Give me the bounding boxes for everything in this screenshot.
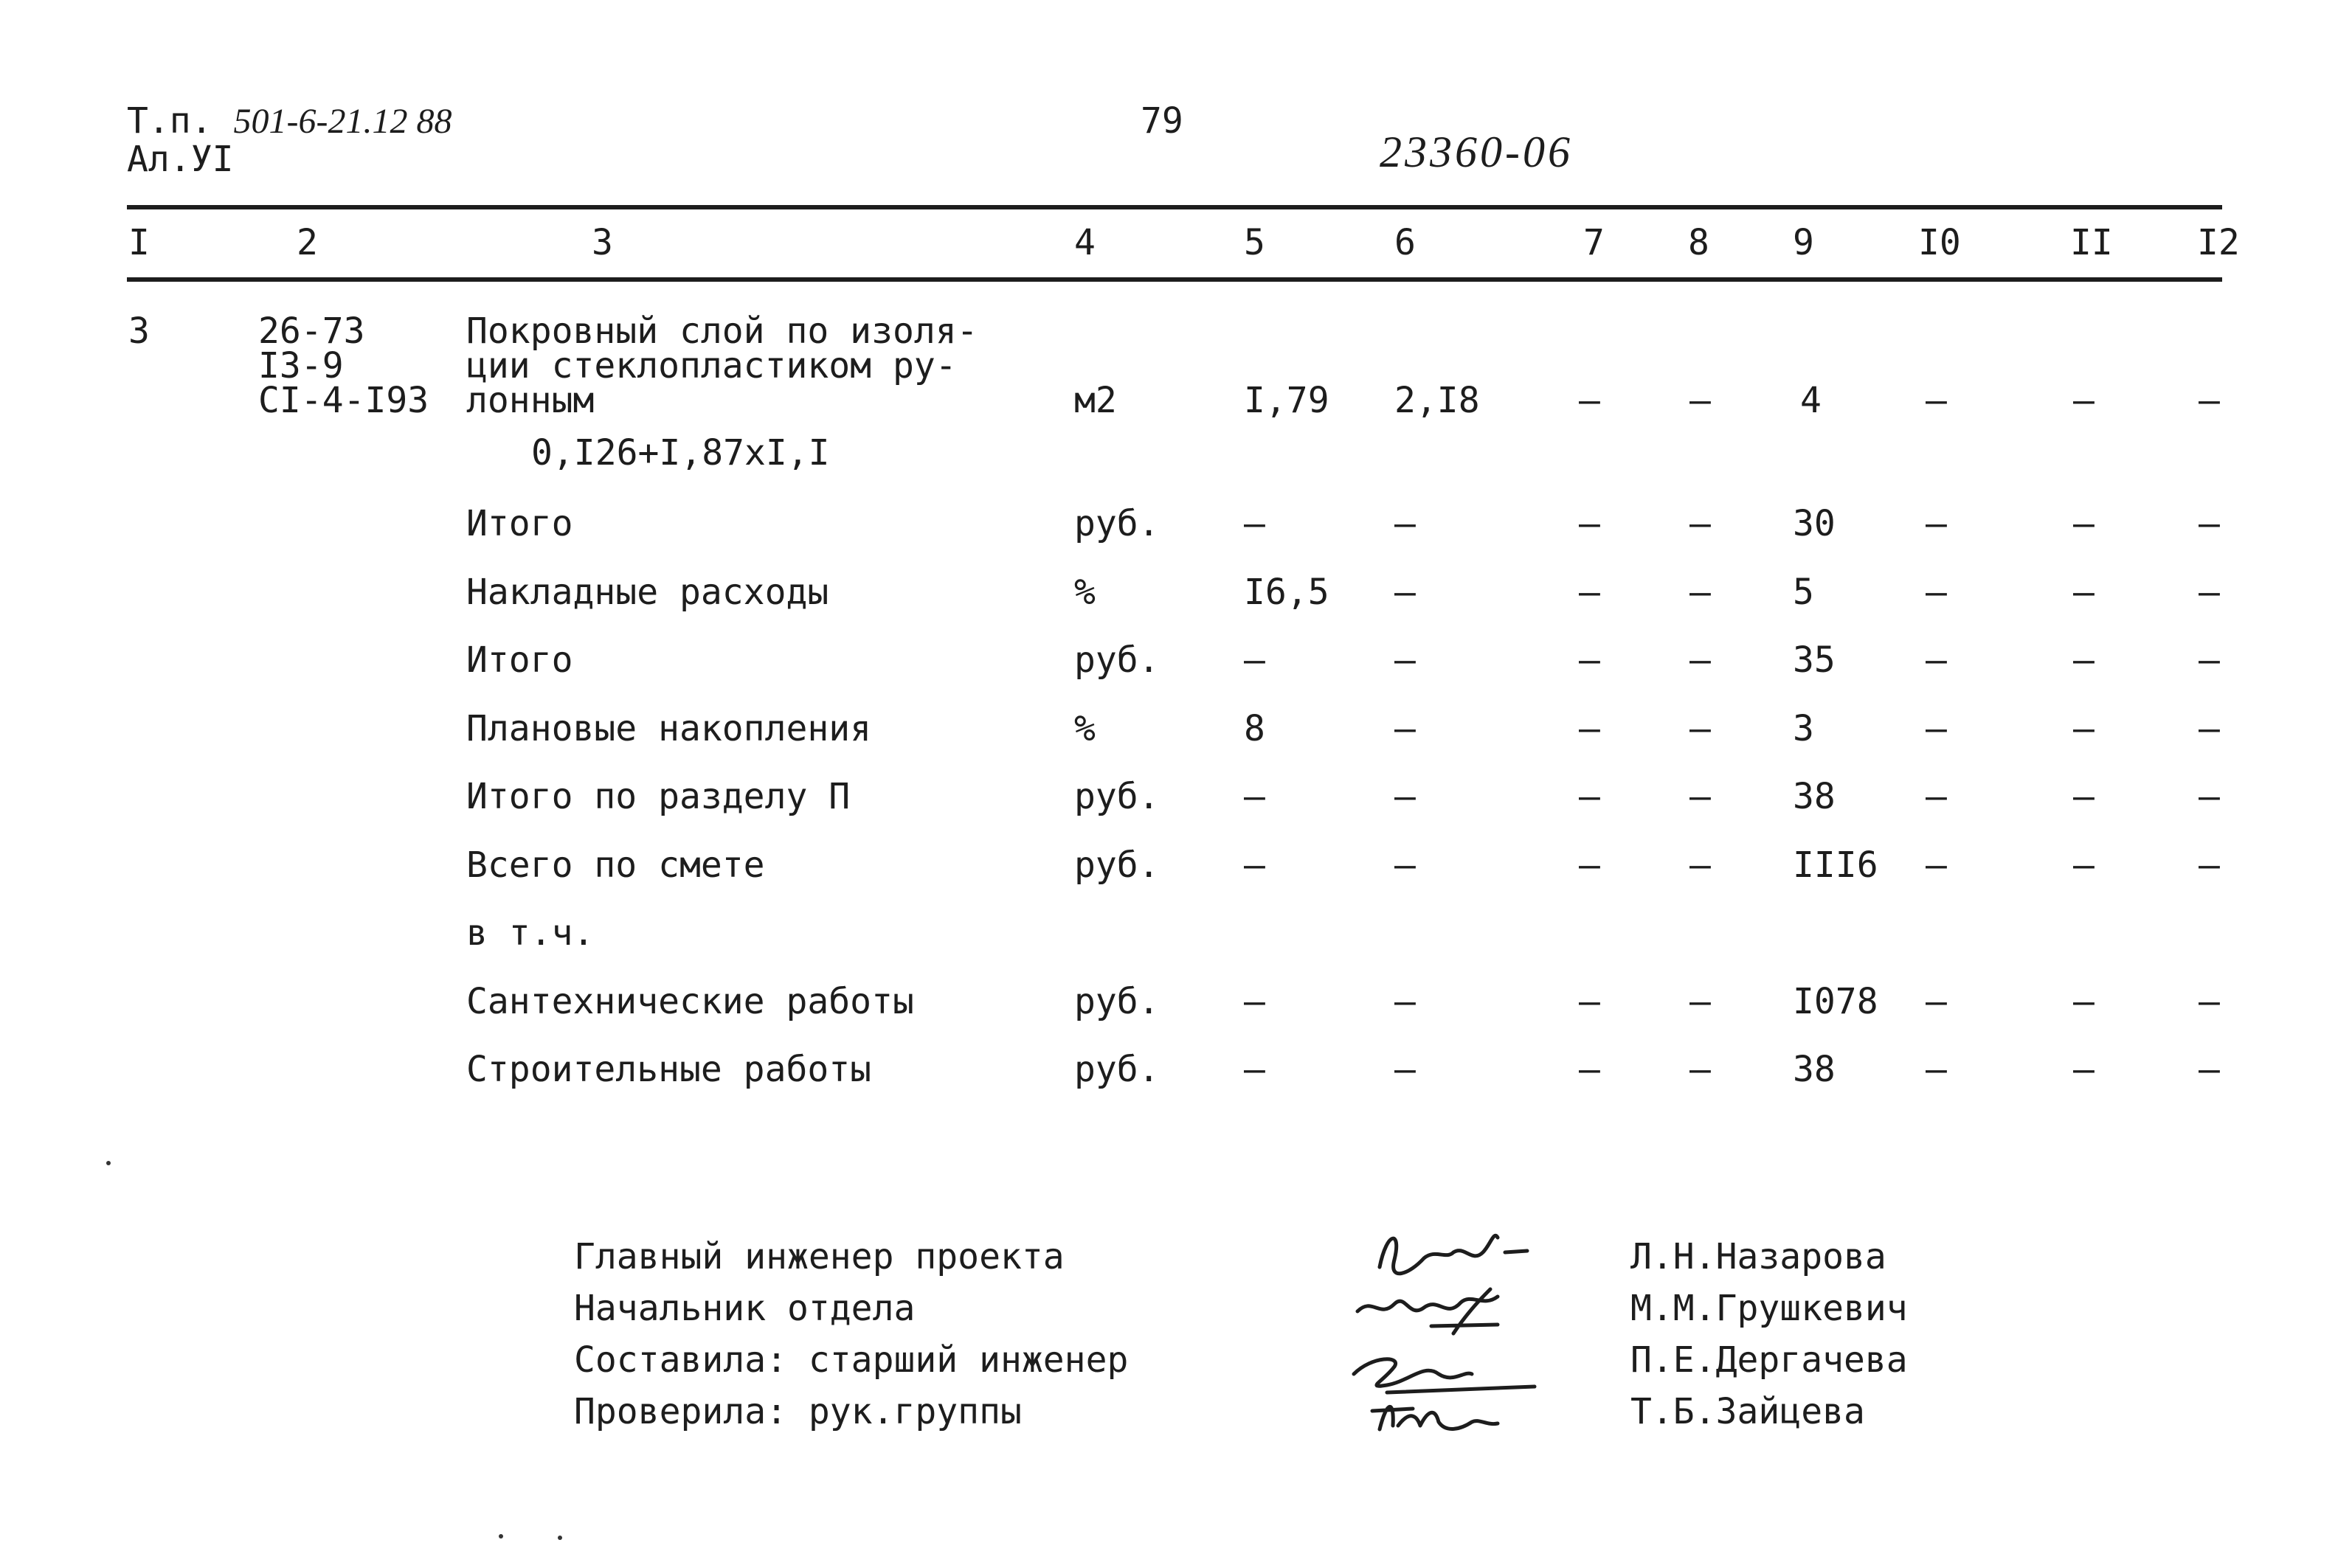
signature-name: М.М.Грушкевич (1630, 1288, 1908, 1329)
row-col7: – (1579, 1049, 1600, 1090)
row-col11: – (2073, 776, 2095, 817)
row-unit: руб. (1074, 639, 1160, 681)
row-unit: руб. (1074, 844, 1160, 886)
row-col8: – (1689, 776, 1711, 817)
row-col9: 38 (1793, 776, 1836, 817)
column-header: I2 (2197, 222, 2240, 263)
column-header: I0 (1918, 222, 1961, 263)
row-col6: – (1394, 776, 1416, 817)
row-col8: – (1689, 708, 1711, 749)
row-col6: – (1394, 708, 1416, 749)
row-col12: – (2199, 639, 2220, 681)
row-col6: – (1394, 981, 1416, 1022)
row-col5: – (1244, 1049, 1265, 1090)
row-col12: – (2199, 572, 2220, 613)
row-col12: – (2199, 776, 2220, 817)
row-col9: 3 (1793, 708, 1814, 749)
row-col12: – (2199, 708, 2220, 749)
entry-col9: 4 (1800, 380, 1822, 421)
entry-col10: – (1926, 380, 1947, 421)
row-col12: – (2199, 844, 2220, 886)
column-header: 4 (1074, 222, 1096, 263)
row-col12: – (2199, 503, 2220, 544)
row-label: Всего по смете (466, 844, 765, 886)
project-number: 501-6-21.12 88 (233, 102, 452, 141)
row-label: Итого по разделу П (466, 776, 851, 817)
page-number: 79 (1141, 100, 1183, 142)
entry-col8: – (1689, 380, 1711, 421)
row-col11: – (2073, 503, 2095, 544)
column-header: II (2070, 222, 2113, 263)
column-header: 3 (592, 222, 613, 263)
signature-name: П.Е.Дергачева (1630, 1339, 1908, 1381)
row-col6: – (1394, 639, 1416, 681)
row-col9: I078 (1793, 981, 1878, 1022)
row-col7: – (1579, 503, 1600, 544)
entry-code: I3-9 (258, 345, 344, 386)
entry-col11: – (2073, 380, 2095, 421)
project-prefix: Т.п. (127, 100, 212, 142)
row-col11: – (2073, 1049, 2095, 1090)
entry-number: 3 (128, 311, 150, 352)
scan-speck (106, 1161, 111, 1165)
entry-name-line: Покровный слой по изоля- (466, 311, 978, 352)
row-col5: – (1244, 844, 1265, 886)
row-col5: – (1244, 776, 1265, 817)
row-unit: % (1074, 708, 1096, 749)
row-col10: – (1926, 708, 1947, 749)
signature-2 (1357, 1289, 1498, 1333)
signature-role: Составила: старший инженер (574, 1339, 1129, 1381)
row-col7: – (1579, 776, 1600, 817)
entry-name-line: лонным (466, 380, 595, 421)
entry-formula: 0,I26+I,87xI,I (531, 432, 830, 473)
entry-name-line: ции стеклопластиком ру- (466, 345, 957, 386)
row-col8: – (1689, 639, 1711, 681)
entry-col7: – (1579, 380, 1600, 421)
row-col6: – (1394, 503, 1416, 544)
row-col6: – (1394, 572, 1416, 613)
signature-name: Т.Б.Зайцева (1630, 1391, 1865, 1432)
row-col12: – (2199, 981, 2220, 1022)
entry-unit: м2 (1074, 380, 1117, 421)
row-col5: – (1244, 503, 1265, 544)
row-unit: руб. (1074, 981, 1160, 1022)
row-unit: % (1074, 572, 1096, 613)
row-col9: 5 (1793, 572, 1814, 613)
row-label: Плановые накопления (466, 708, 872, 749)
row-col8: – (1689, 572, 1711, 613)
entry-code: 26-73 (258, 311, 365, 352)
row-col5: I6,5 (1244, 572, 1329, 613)
entry-col6: 2,I8 (1394, 380, 1480, 421)
row-col9: 38 (1793, 1049, 1836, 1090)
scan-speck (499, 1534, 503, 1538)
row-label: Итого (466, 639, 573, 681)
row-col5: – (1244, 639, 1265, 681)
column-header: 7 (1583, 222, 1605, 263)
archive-stamp: 23360-06 (1380, 128, 1573, 176)
row-col10: – (1926, 639, 1947, 681)
row-col11: – (2073, 844, 2095, 886)
column-header: 9 (1793, 222, 1814, 263)
row-col7: – (1579, 639, 1600, 681)
row-col5: – (1244, 981, 1265, 1022)
table-top-rule (127, 205, 2222, 209)
row-col8: – (1689, 981, 1711, 1022)
handwritten-signatures (1343, 1215, 1579, 1451)
row-col10: – (1926, 776, 1947, 817)
signature-3 (1354, 1359, 1535, 1392)
album-number: Ал.УI (127, 139, 234, 180)
row-col10: – (1926, 1049, 1947, 1090)
row-col10: – (1926, 572, 1947, 613)
column-header: 2 (297, 222, 318, 263)
column-header: 5 (1244, 222, 1265, 263)
signature-name: Л.Н.Назарова (1630, 1236, 1886, 1277)
row-label: Сантехнические работы (466, 981, 914, 1022)
row-label: Итого (466, 503, 573, 544)
row-col6: – (1394, 844, 1416, 886)
entry-col5: I,79 (1244, 380, 1329, 421)
entry-col12: – (2199, 380, 2220, 421)
row-col11: – (2073, 708, 2095, 749)
row-col8: – (1689, 1049, 1711, 1090)
entry-code: CI-4-I93 (258, 380, 429, 421)
row-col12: – (2199, 1049, 2220, 1090)
row-col9: 35 (1793, 639, 1836, 681)
project-code (127, 100, 452, 142)
row-col10: – (1926, 844, 1947, 886)
signature-1 (1380, 1235, 1527, 1273)
table-header-rule (127, 277, 2222, 282)
column-header: I (128, 222, 150, 263)
row-col8: – (1689, 503, 1711, 544)
row-col5: 8 (1244, 708, 1265, 749)
scan-speck (558, 1536, 562, 1540)
row-col10: – (1926, 503, 1947, 544)
row-col7: – (1579, 844, 1600, 886)
row-unit: руб. (1074, 1049, 1160, 1090)
row-col7: – (1579, 981, 1600, 1022)
row-col6: – (1394, 1049, 1416, 1090)
signature-4 (1372, 1406, 1498, 1429)
row-col8: – (1689, 844, 1711, 886)
row-unit: руб. (1074, 776, 1160, 817)
row-col11: – (2073, 639, 2095, 681)
row-col9: 30 (1793, 503, 1836, 544)
row-label: Накладные расходы (466, 572, 829, 613)
row-col9: III6 (1793, 844, 1878, 886)
row-col10: – (1926, 981, 1947, 1022)
row-label: Строительные работы (466, 1049, 872, 1090)
row-col7: – (1579, 572, 1600, 613)
signature-role: Проверила: рук.группы (574, 1391, 1022, 1432)
row-col7: – (1579, 708, 1600, 749)
column-header: 6 (1394, 222, 1416, 263)
row-col11: – (2073, 572, 2095, 613)
signature-role: Главный инженер проекта (574, 1236, 1065, 1277)
row-unit: руб. (1074, 503, 1160, 544)
column-header: 8 (1688, 222, 1709, 263)
signature-role: Начальник отдела (574, 1288, 916, 1329)
row-col11: – (2073, 981, 2095, 1022)
row-label: в т.ч. (466, 912, 595, 954)
